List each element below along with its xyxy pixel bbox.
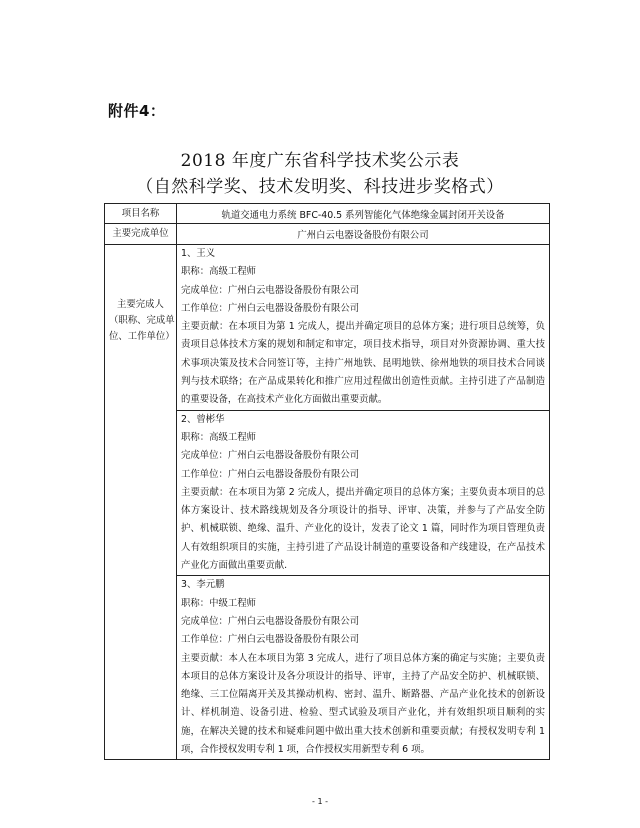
person-contribution: 主要贡献：在本项目为第 2 完成人，提出并确定项目的总体方案；主要负责本项目的总体方案设计、技术路线规划及各分项设计的指导、评审、决策，并参与了产品安全防护、机械联锁、绝缘、温升、产业化的设计，发表了论文 1 篇，同时作为项目管理负责人有效组织项目的实施，主持引进了产品设计制造的重要设备和产线建设，在产品技术产业化方面做出重要贡献. [181, 486, 545, 572]
person-name: 1、王义 [181, 248, 216, 259]
table-row [105, 204, 550, 224]
main-unit-label: 主要完成单位 [105, 224, 177, 245]
person-title: 职称：高级工程师 [181, 431, 257, 443]
document-title: 2018 年度广东省科学技术奖公示表 [180, 151, 460, 171]
person-entry [177, 410, 550, 576]
person-unit: 完成单位：广州白云电器设备股份有限公司 [181, 615, 360, 627]
person-entry [177, 245, 550, 411]
person-work-unit: 工作单位：广州白云电器设备股份有限公司 [181, 634, 360, 646]
person-entry [177, 576, 550, 760]
person-name: 3、李元鹏 [181, 579, 225, 591]
project-name-label: 项目名称 [105, 204, 177, 224]
table-row [105, 245, 550, 411]
table-row [105, 224, 550, 245]
document-subtitle: （自然科学奖、技术发明奖、科技进步奖格式） [136, 177, 504, 197]
page-number: - 1 - [312, 797, 328, 806]
person-title: 职称：高级工程师 [181, 266, 257, 278]
persons-label-line: （职称、完成单 [109, 315, 175, 326]
main-unit-value: 广州白云电器设备股份有限公司 [177, 224, 550, 245]
award-form-table [104, 203, 550, 760]
project-name-value: 轨道交通电力系统 BFC-40.5 系列智能化气体绝缘金属封闭开关设备 [177, 204, 550, 224]
person-contribution: 主要贡献：本人在本项目为第 3 完成人，进行了项目总体方案的确定与实施；主要负责本项目的总体方案设计及各分项设计的指导、评审，主持了产品安全防护、机械联锁、绝缘、三工位隔离开关及其操动机构、密封、温升、断路器、产品产业化技术的创新设计、样机制造、设备引进、检验、型式试验及项目产业化，并有效组织项目顺利的实施，在解决关键的技术和疑难问题中做出重大技术创新和重要贡献；有授权发明专利 1 项，合作授权发明专利 1 项，合作授权实用新型专利 6 项。 [181, 652, 545, 756]
main-persons-label [105, 245, 177, 760]
person-unit: 完成单位：广州白云电器设备股份有限公司 [181, 284, 360, 296]
person-name: 2、曾彬华 [181, 413, 225, 425]
persons-label-line: 主要完成人 [117, 299, 164, 310]
attachment-label: 附件4： [108, 102, 166, 120]
persons-label-line: 位、工作单位） [109, 331, 175, 342]
person-contribution: 主要贡献：在本项目为第 1 完成人，提出并确定项目的总体方案；进行项目总统筹，负责项目总体技术方案的规划和制定和审定，项目技术指导，项目对外资源协调、重大技术事项决策及技术合同签订等，主持广州地铁、昆明地铁、徐州地铁的项目技术合同谈判与技术联络；在产品成果转化和推广应用过程做出创造性贡献。主持引进了产品制造的重要设备，在高技术产业化方面做出重要贡献。 [181, 321, 545, 406]
person-work-unit: 工作单位：广州白云电器设备股份有限公司 [181, 302, 360, 314]
person-unit: 完成单位：广州白云电器设备股份有限公司 [181, 450, 360, 462]
person-title: 职称：中级工程师 [181, 597, 257, 609]
person-work-unit: 工作单位：广州白云电器设备股份有限公司 [181, 468, 360, 480]
